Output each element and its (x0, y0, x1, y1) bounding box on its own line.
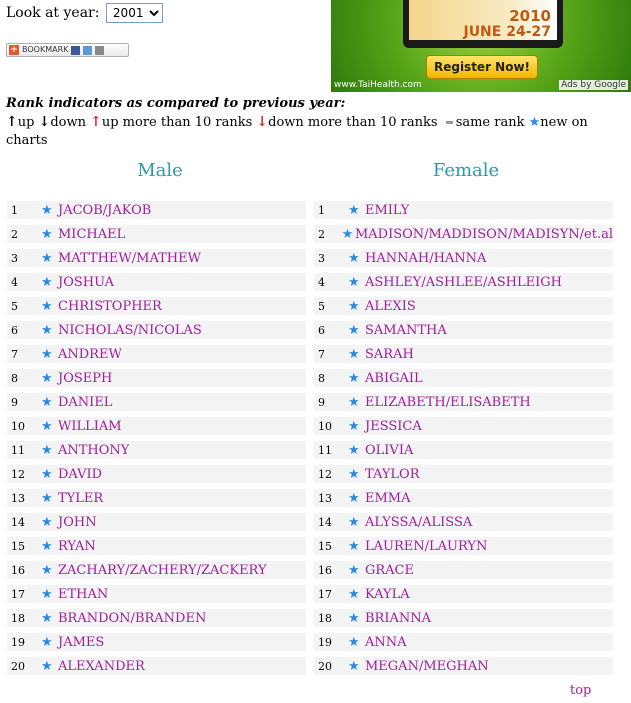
year-selector-row (6, 3, 163, 23)
rank-number: 2 (318, 227, 325, 241)
star-icon: ★ (348, 658, 360, 674)
table-row (314, 321, 613, 339)
star-icon: ★ (41, 202, 53, 218)
rank-number: 13 (318, 491, 332, 505)
rank-number: 9 (11, 395, 18, 409)
star-icon: ★ (348, 610, 360, 626)
table-row (314, 465, 613, 483)
table-row (7, 657, 306, 675)
name-link[interactable]: HANNAH/HANNA (365, 250, 487, 266)
bookmark-label: BOOKMARK (22, 45, 69, 54)
rank-number: 7 (11, 347, 18, 361)
star-icon: ★ (348, 298, 360, 314)
name-link[interactable]: CHRISTOPHER (58, 298, 162, 314)
legend-new: new on charts (6, 115, 588, 148)
name-link[interactable]: TAYLOR (365, 466, 420, 482)
name-link[interactable]: JOSHUA (58, 274, 115, 290)
name-link[interactable]: NICHOLAS/NICOLAS (58, 322, 202, 338)
rank-number: 1 (318, 203, 325, 217)
name-link[interactable]: ASHLEY/ASHLEE/ASHLEIGH (365, 274, 562, 290)
name-link[interactable]: ANNA (365, 634, 407, 650)
rank-number: 3 (318, 251, 325, 265)
name-link[interactable]: EMMA (365, 490, 411, 506)
table-row (314, 225, 613, 243)
male-rank-table (7, 201, 306, 681)
name-link[interactable]: MATTHEW/MATHEW (58, 250, 201, 266)
star-icon: ★ (348, 394, 360, 410)
rank-number: 18 (318, 611, 332, 625)
legend-up: up (17, 115, 35, 130)
star-icon: ★ (348, 586, 360, 602)
name-link[interactable]: MEGAN/MEGHAN (365, 658, 489, 674)
legend-down-more: down more than 10 ranks (268, 115, 438, 130)
star-icon: ★ (41, 298, 53, 314)
table-row (314, 369, 613, 387)
star-icon: ★ (41, 514, 53, 530)
name-link[interactable]: ALEXIS (365, 298, 416, 314)
rank-number: 6 (11, 323, 18, 337)
table-row (7, 465, 306, 483)
table-row (314, 201, 613, 219)
male-heading: Male (137, 160, 183, 181)
rank-number: 13 (11, 491, 25, 505)
rank-number: 18 (11, 611, 25, 625)
rank-number: 14 (318, 515, 332, 529)
rank-number: 9 (318, 395, 325, 409)
ad-dates: JUNE 24-27 (463, 24, 551, 40)
name-link[interactable]: ELIZABETH/ELISABETH (365, 394, 531, 410)
star-icon: ★ (41, 394, 53, 410)
red-arrow-down-icon: ↓ (256, 114, 269, 130)
table-row (7, 513, 306, 531)
arrow-down-icon: ↓ (38, 114, 51, 130)
table-row (7, 321, 306, 339)
star-icon: ★ (41, 538, 53, 554)
star-icon: ★ (348, 346, 360, 362)
star-icon: ★ (41, 658, 53, 674)
name-link[interactable]: OLIVIA (365, 442, 414, 458)
name-link[interactable]: MICHAEL (58, 226, 126, 242)
female-heading: Female (432, 160, 500, 181)
star-icon: ★ (341, 226, 354, 242)
bookmark-button[interactable] (6, 43, 129, 57)
table-row (7, 393, 306, 411)
rank-number: 16 (318, 563, 332, 577)
table-row (7, 561, 306, 579)
star-icon: ★ (348, 562, 360, 578)
female-rank-table (314, 201, 613, 681)
name-link[interactable]: MADISON/MADDISON/MADISYN/et.al (354, 226, 613, 242)
rank-number: 19 (318, 635, 332, 649)
star-icon: ★ (41, 634, 53, 650)
table-row (7, 537, 306, 555)
red-arrow-up-icon: ↑ (90, 114, 102, 130)
star-icon: ★ (528, 115, 541, 130)
star-icon: ★ (348, 202, 360, 218)
table-row (314, 345, 613, 363)
table-row (314, 657, 613, 675)
rank-number: 15 (318, 539, 332, 553)
rank-number: 20 (11, 659, 25, 673)
rank-number: 2 (11, 227, 18, 241)
rank-number: 10 (11, 419, 25, 433)
rank-number: 7 (318, 347, 325, 361)
rank-number: 17 (11, 587, 25, 601)
star-icon: ★ (348, 490, 360, 506)
table-row (7, 609, 306, 627)
year-select[interactable] (106, 3, 163, 23)
star-icon: ★ (348, 418, 360, 434)
table-row (7, 585, 306, 603)
star-icon: ★ (41, 274, 53, 290)
year-label: Look at year: (6, 5, 100, 21)
delicious-icon (83, 46, 92, 55)
rank-number: 1 (11, 203, 18, 217)
table-row (314, 441, 613, 459)
table-row (314, 633, 613, 651)
ad-banner[interactable] (331, 0, 631, 92)
name-link[interactable]: JESSICA (365, 418, 422, 434)
table-row (7, 225, 306, 243)
name-link[interactable]: JOHN (58, 514, 97, 530)
star-icon: ★ (348, 634, 360, 650)
legend-up-more: up more than 10 ranks (101, 115, 253, 130)
name-link[interactable]: JAMES (58, 634, 105, 650)
table-row (314, 393, 613, 411)
star-icon: ★ (41, 490, 53, 506)
star-icon: ★ (348, 250, 360, 266)
name-link[interactable]: SAMANTHA (365, 322, 447, 338)
table-row (314, 417, 613, 435)
star-icon: ★ (41, 346, 53, 362)
rank-number: 3 (11, 251, 18, 265)
name-link[interactable]: ABIGAIL (365, 370, 423, 386)
name-link[interactable]: ANTHONY (58, 442, 130, 458)
name-link[interactable]: EMILY (365, 202, 410, 218)
name-link[interactable]: RYAN (58, 538, 96, 554)
table-row (7, 441, 306, 459)
table-row (7, 417, 306, 435)
table-row (7, 249, 306, 267)
name-link[interactable]: JOSEPH (58, 370, 113, 386)
name-link[interactable]: DAVID (58, 466, 103, 482)
facebook-icon (71, 46, 80, 55)
rank-number: 10 (318, 419, 332, 433)
table-row (314, 513, 613, 531)
top-link[interactable]: top (570, 683, 592, 698)
legend-title: Rank indicators as compared to previous year: (6, 96, 346, 111)
name-link[interactable]: ALYSSA/ALISSA (365, 514, 473, 530)
star-icon: ★ (348, 322, 360, 338)
rank-number: 17 (318, 587, 332, 601)
arrow-up-icon: ↑ (6, 114, 18, 130)
star-icon: ★ (41, 418, 53, 434)
name-link[interactable]: DANIEL (58, 394, 113, 410)
ads-by-google[interactable]: Ads by Google (561, 80, 626, 90)
name-link[interactable]: LAUREN/LAURYN (365, 538, 488, 554)
rank-number: 19 (11, 635, 25, 649)
ad-screen (403, 0, 563, 48)
register-now-button[interactable]: Register Now! (426, 55, 538, 79)
rank-number: 6 (318, 323, 325, 337)
star-icon: ★ (348, 370, 360, 386)
rank-number: 8 (11, 371, 18, 385)
rank-number: 12 (11, 467, 25, 481)
star-icon: ★ (41, 586, 53, 602)
legend-same: same rank (455, 115, 525, 130)
table-row (314, 489, 613, 507)
star-icon: ★ (348, 274, 360, 290)
star-icon: ★ (41, 442, 53, 458)
rank-number: 5 (318, 299, 325, 313)
name-link[interactable]: TYLER (58, 490, 104, 506)
table-row (314, 609, 613, 627)
star-icon: ★ (348, 514, 360, 530)
name-link[interactable]: ANDREW (58, 346, 122, 362)
rank-number: 11 (318, 443, 332, 457)
name-link[interactable]: JACOB/JAKOB (58, 202, 152, 218)
name-link[interactable]: WILLIAM (58, 418, 122, 434)
star-icon: ★ (348, 466, 360, 482)
star-icon: ★ (348, 538, 360, 554)
digg-icon (95, 46, 104, 55)
name-link[interactable]: GRACE (365, 562, 414, 578)
rank-number: 16 (11, 563, 25, 577)
name-link[interactable]: BRIANNA (365, 610, 432, 626)
plus-icon: + (10, 45, 18, 55)
name-link[interactable]: BRANDON/BRANDEN (58, 610, 207, 626)
rank-number: 8 (318, 371, 325, 385)
rank-number: 20 (318, 659, 332, 673)
table-row (314, 537, 613, 555)
star-icon: ★ (348, 442, 360, 458)
table-row (314, 561, 613, 579)
table-row (7, 201, 306, 219)
dash-icon (446, 121, 453, 124)
table-row (7, 273, 306, 291)
table-row (314, 585, 613, 603)
table-row (314, 297, 613, 315)
rank-number: 15 (11, 539, 25, 553)
rank-number: 12 (318, 467, 332, 481)
table-row (314, 273, 613, 291)
table-row (7, 489, 306, 507)
legend-down: down (50, 115, 86, 130)
star-icon: ★ (41, 322, 53, 338)
table-row (7, 297, 306, 315)
rank-legend (6, 95, 606, 150)
name-link[interactable]: ETHAN (58, 586, 109, 602)
star-icon: ★ (41, 226, 53, 242)
table-row (7, 633, 306, 651)
ad-url[interactable]: www.TaiHealth.com (334, 80, 422, 90)
star-icon: ★ (41, 610, 53, 626)
name-link[interactable]: ZACHARY/ZACHERY/ZACKERY (58, 562, 267, 578)
rank-number: 5 (11, 299, 18, 313)
ad-year: 2010 (509, 7, 551, 25)
table-row (7, 369, 306, 387)
rank-number: 4 (11, 275, 18, 289)
table-row (7, 345, 306, 363)
star-icon: ★ (41, 250, 53, 266)
name-link[interactable]: SARAH (365, 346, 414, 362)
star-icon: ★ (41, 370, 53, 386)
rank-number: 14 (11, 515, 25, 529)
rank-number: 4 (318, 275, 325, 289)
name-link[interactable]: ALEXANDER (58, 658, 145, 674)
rank-number: 11 (11, 443, 25, 457)
name-link[interactable]: KAYLA (365, 586, 410, 602)
star-icon: ★ (41, 466, 53, 482)
star-icon: ★ (41, 562, 53, 578)
table-row (314, 249, 613, 267)
